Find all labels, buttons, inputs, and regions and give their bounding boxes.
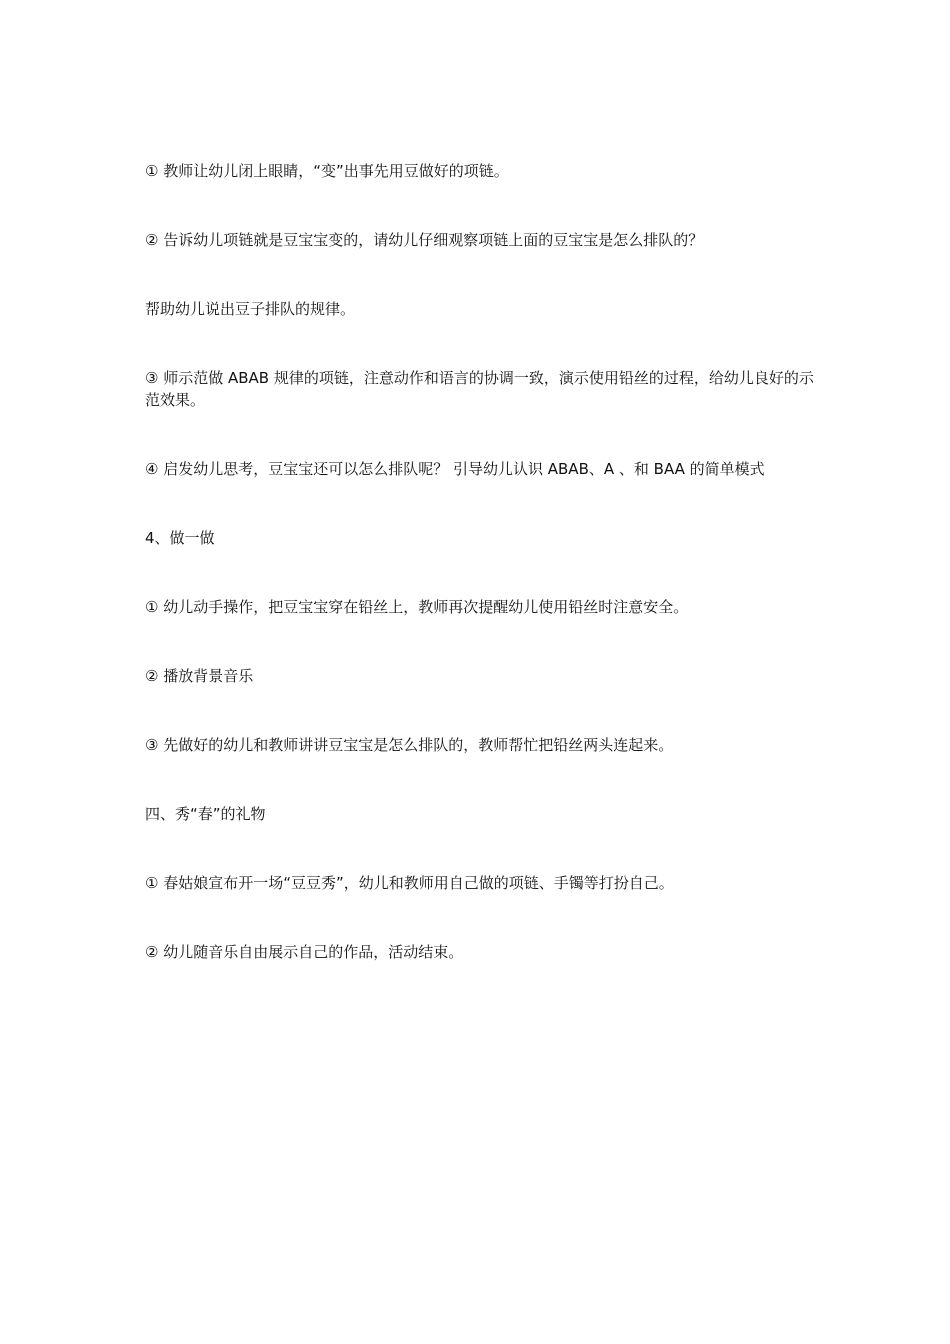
paragraph-share: ③ 先做好的幼儿和教师讲讲豆宝宝是怎么排队的，教师帮忙把铅丝两头连起来。 (145, 736, 674, 754)
paragraph-help: 帮助幼儿说出豆子排队的规律。 (145, 300, 356, 318)
paragraph-step-4: ④ 启发幼儿思考，豆宝宝还可以怎么排队呢？ 引导幼儿认识 ABAB、A 、和 BAA 的简单模式 (145, 460, 765, 478)
paragraph-step-1: ① 教师让幼儿闭上眼睛，“变”出事先用豆做好的项链。 (145, 162, 509, 180)
section-heading-do: 4、做一做 (145, 529, 215, 547)
paragraph-show-announce: ① 春姑娘宣布开一场“豆豆秀”，幼儿和教师用自己做的项链、手镯等打扮自己。 (145, 874, 674, 892)
paragraph-operate: ① 幼儿动手操作，把豆宝宝穿在铅丝上，教师再次提醒幼儿使用铅丝时注意安全。 (145, 598, 689, 616)
paragraph-show-end: ② 幼儿随音乐自由展示自己的作品，活动结束。 (145, 943, 464, 961)
section-heading-show: 四、秀“春”的礼物 (145, 805, 266, 823)
paragraph-step-2: ② 告诉幼儿项链就是豆宝宝变的，请幼儿仔细观察项链上面的豆宝宝是怎么排队的？ (145, 231, 704, 249)
paragraph-music: ② 播放背景音乐 (145, 667, 254, 685)
paragraph-step-3: ③ 师示范做 ABAB 规律的项链，注意动作和语言的协调一致，演示使用铅丝的过程，给幼儿良好的示范效果。 (145, 369, 814, 409)
document-body (145, 160, 815, 1010)
